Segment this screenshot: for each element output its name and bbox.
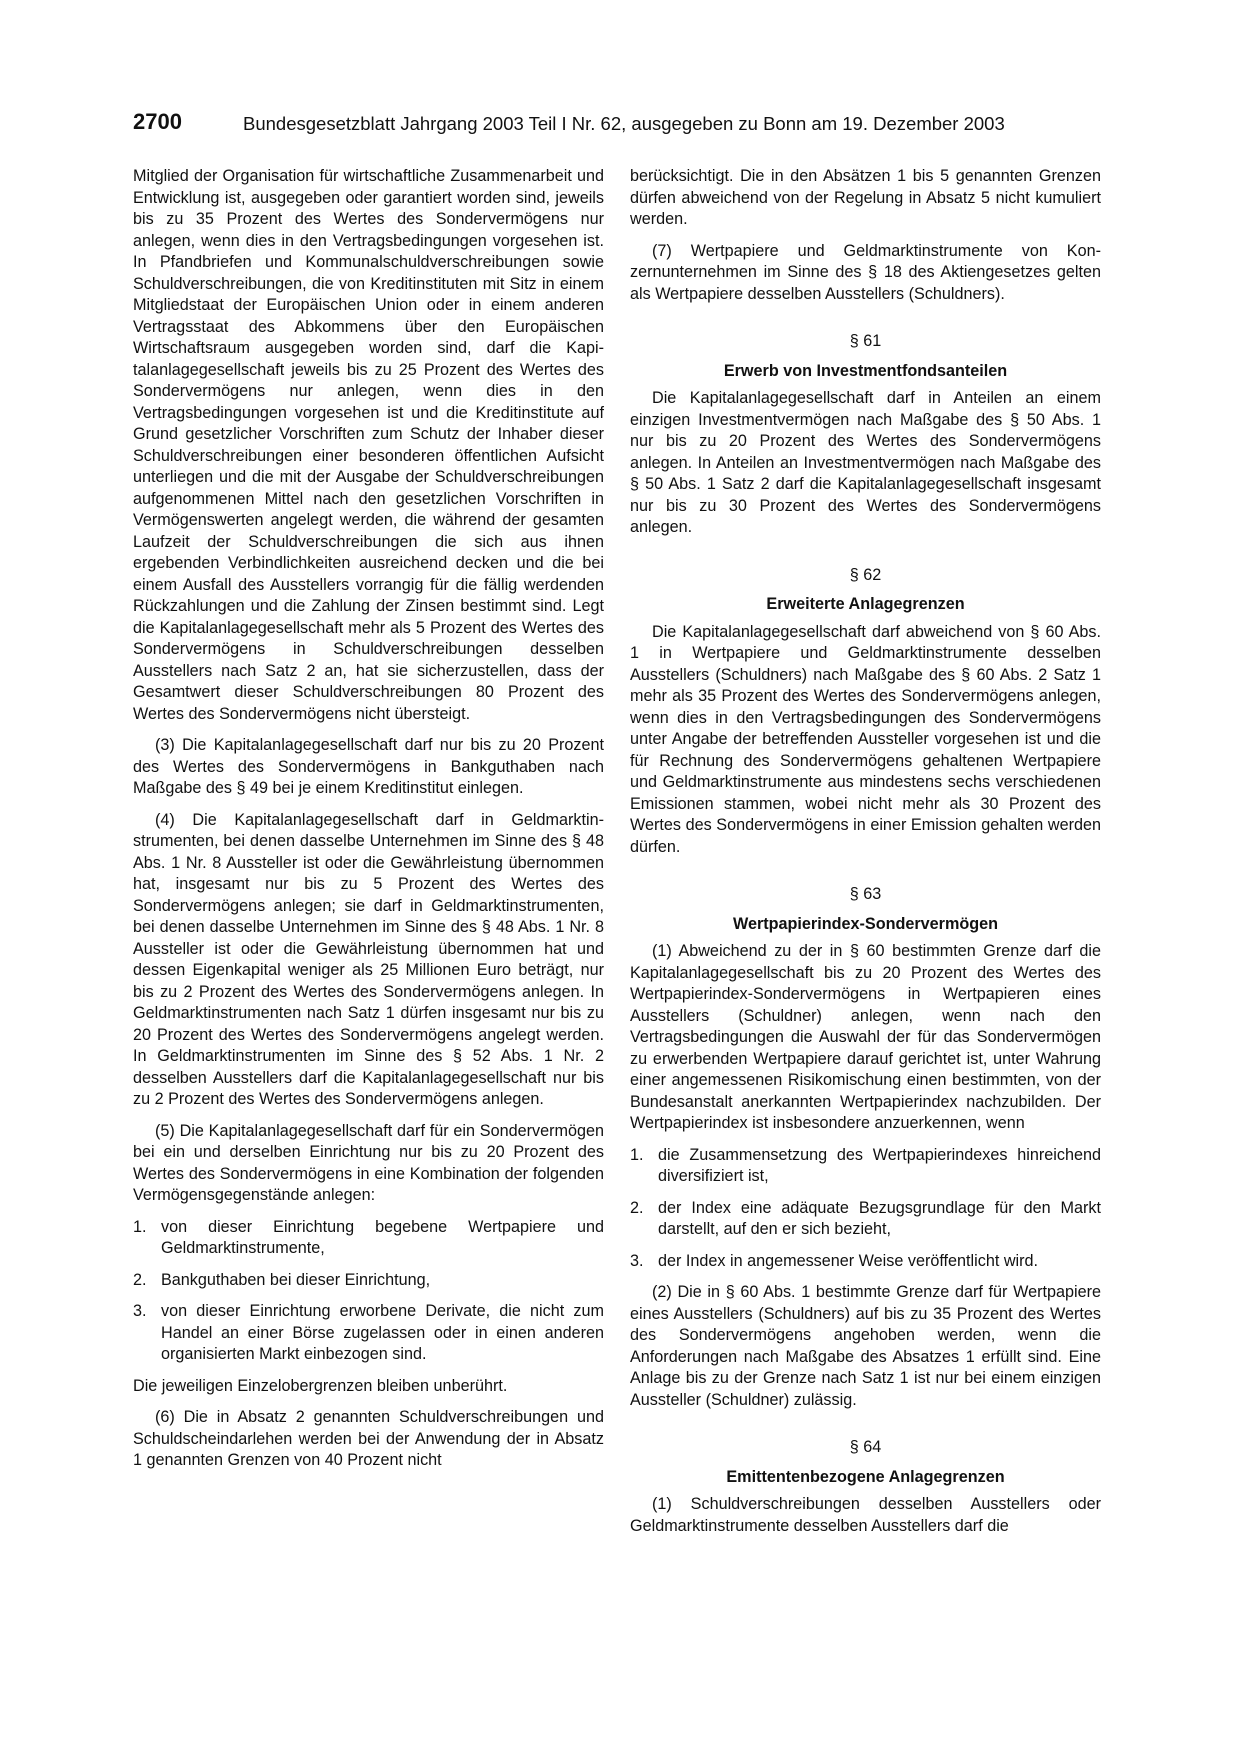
- section-62-text: Die Kapitalanlagegesellschaft darf abweichend von § 60 Abs. 1 in Wertpapiere und Geldmarktinstrumente desselben Ausstellers (Schuldners) nach Maßgabe des § 60 Abs. 2 Satz 1 mehr als 35 Prozent des Wertes des Sondervermögens anlegen, wenn dies in den Vertragsbedingungen des Sondervermögens unter Angabe der betreffenden Aussteller vorgesehen ist und die für Rechnung des Sondervermögens gehaltenen Wertpapiere und Geldmarktinstrumente aus mindestens sechs verschiedenen Emissionen stammen, wobei nicht mehr als 30 Prozent des Wertes des Sondervermögens in einer Emission gehalten werden dürfen.: [630, 622, 1101, 856]
- section-63-paragraph-1: (1) Abweichend zu der in § 60 bestimmten Grenze darf die Kapitalanlagegesellschaft bis zu 20 Prozent des Wertes des Wertpapierindex-Sondervermögens in Wertpapieren eines Ausstellers (Schuldner) anlegen, wenn nach den Vertragsbedingungen die Auswahl der für das Sondervermögen zu erwerbenden Wertpapiere darauf gerichtet ist, unter Wahrung einer angemessenen Risikomischung einen bestimmten, von der Bundesanstalt anerkannten Wertpapierindex nachzubilden. Der Wertpapierindex ist insbesondere anzuerkennen, wenn: [630, 942, 1101, 1132]
- section-number: § 61: [849, 332, 882, 350]
- paragraph-4: (4) Die Kapitalanlagegesellschaft darf in Geldmarktinstrumenten, bei denen dasselbe Unternehmen im Sinne des § 48 Abs. 1 Nr. 8 Aussteller ist oder die Gewährleistung übernommen hat, insgesamt nur bis zu 5 Prozent des Wertes des Sondervermögens anlegen; sie darf in Geldmarktinstrumenten, bei denen dasselbe Unternehmen im Sinne des § 48 Abs. 1 Nr. 8 Aussteller ist oder die Gewährleistung übernommen hat und dessen Eigenkapital weniger als 25 Millionen Euro beträgt, nur bis zu 2 Prozent des Wertes des Sondervermögens anlegen. In Geldmarktinstrumenten nach Satz 1 dürfen insgesamt nur bis zu 20 Prozent des Wertes des Sondervermögens angelegt werden. In Geldmarktinstrumenten im Sinne des § 52 Abs. 1 Nr. 2 desselben Ausstellers darf die Kapitalanlagegesellschaft nur bis zu 2 Prozent des Wertes des Sondervermögens anlegen.: [133, 810, 604, 1108]
- section-number: § 62: [849, 565, 882, 584]
- list-item: [630, 1251, 1101, 1273]
- list-item-number: 3.: [630, 1251, 644, 1270]
- section-63: [630, 884, 1101, 935]
- section-61: [630, 331, 1101, 382]
- paragraph-after-list: Die jeweiligen Einzelobergrenzen bleiben unberührt.: [133, 1376, 508, 1395]
- list-item-text: der Index in angemessener Weise veröffentlicht wird.: [658, 1251, 1039, 1270]
- list-item-text: der Index eine adäquate Bezugsgrundlage für den Markt darstellt, auf den er sich bezieht,: [658, 1198, 1101, 1238]
- header-title: Bundesgesetzblatt Jahrgang 2003 Teil I Nr. 62, ausgegeben zu Bonn am 19. Dezember 2003: [243, 113, 1005, 134]
- list-item-text: Bankguthaben bei dieser Einrichtung,: [161, 1270, 431, 1289]
- list-item-number: 1.: [133, 1217, 147, 1236]
- section-64-text: (1) Schuldverschreibungen desselben Ausstellers oder Geldmarktinstrumente desselben Ausstellers darf die: [630, 1495, 1101, 1535]
- section-number: § 64: [849, 1438, 882, 1456]
- section-title: Emittentenbezogene Anlagegrenzen: [726, 1467, 1005, 1486]
- paragraph-6-continuation: berücksichtigt. Die in den Absätzen 1 bis 5 genannten Grenzen dürfen abweichend von der Regelung in Absatz 5 nicht kumuliert werden.: [630, 167, 1101, 228]
- left-column: [133, 166, 604, 1482]
- section-64: [630, 1437, 1101, 1488]
- list-item-number: 3.: [133, 1302, 147, 1320]
- list-item: [630, 1145, 1101, 1188]
- paragraph-6: (6) Die in Absatz 2 genannten Schuldverschreibungen und Schuldscheindarlehen werden bei der Anwendung der in Absatz 1 genannten Grenzen von 40 Prozent nicht: [133, 1408, 604, 1469]
- section-title: Wertpapierindex-Sondervermögen: [732, 914, 999, 933]
- enumeration-list: [133, 1217, 604, 1366]
- list-item: [133, 1301, 604, 1366]
- section-title: Erweiterte Anlagegrenzen: [766, 595, 965, 613]
- right-column: [630, 166, 1101, 1547]
- paragraph-5: (5) Die Kapitalanlagegesellschaft darf für ein Sondervermögen bei ein und derselben Einrichtung nur bis zu 20 Prozent des Wertes des Sondervermögens in eine Kombination der folgenden Vermögensgegenstände anlegen:: [133, 1121, 604, 1204]
- section-62: [630, 565, 1101, 616]
- list-item-text: die Zusammensetzung des Wertpapierindexes hinreichend diversifiziert ist,: [658, 1145, 1101, 1185]
- list-item-number: 2.: [133, 1270, 147, 1289]
- list-item-text: von dieser Einrichtung erworbene Derivate, die nicht zum Handel an einer Börse zugelassen oder in einen anderen organisierten Markt einbezogen sind.: [161, 1302, 604, 1363]
- enumeration-list: [630, 1145, 1101, 1273]
- section-63-paragraph-2: (2) Die in § 60 Abs. 1 bestimmte Grenze darf für Wertpapiere eines Ausstellers (Schuldners) auf bis zu 35 Prozent des Wertes des Sondervermögens angehoben werden, wenn die Anforderungen nach Maßgabe des Absatzes 1 erfüllt sind. Eine Anlage bis zu der Grenze nach Satz 1 ist nur bei einem einzigen Aussteller (Schuldner) zulässig.: [630, 1283, 1101, 1409]
- page-number: 2700: [133, 109, 182, 134]
- paragraph-3: (3) Die Kapitalanlagegesellschaft darf nur bis zu 20 Prozent des Wertes des Sondervermögens in Bankguthaben nach Maßgabe des § 49 bei je einem Kreditinstitut einlegen.: [133, 736, 604, 797]
- list-item: [630, 1198, 1101, 1241]
- list-item-number: 2.: [630, 1198, 644, 1217]
- section-title: Erwerb von Investmentfondsanteilen: [723, 361, 1008, 380]
- list-item: [133, 1270, 604, 1292]
- paragraph-continuation: Mitglied der Organisation für wirtschaftliche Zusammenarbeit und Entwicklung ist, ausgegeben oder garantiert worden sind, jeweils bis zu 35 Prozent des Wertes des Sondervermögens nur anlegen, wenn dies in den Vertragsbedingungen vorgesehen ist. In Pfandbriefen und Kommunalschuldverschreibungen sowie Schuldverschreibungen, die von Kreditinstituten mit Sitz in einem Mitgliedstaat der Europäischen Union oder in einem anderen Vertragsstaat des Abkommens über den Europäischen Wirtschaftsraum ausgegeben worden sind, darf die Kapitalanlagegesellschaft jeweils bis zu 25 Prozent des Wertes des Sondervermögens nur anlegen, wenn dies in den Vertragsbedingungen vorgesehen ist und die Kreditinstitute auf Grund gesetzlicher Vorschriften zum Schutz der Inhaber dieser Schuldverschreibungen einer besonderen öffentlichen Aufsicht unterliegen und die mit der Ausgabe der Schuldverschreibungen aufgenommenen Mittel nach den gesetzlichen Vorschriften in Vermögenswerten angelegt werden, die während der gesamten Laufzeit der Schuldverschreibungen die sich aus ihnen ergebenden Verbindlichkeiten ausreichend decken und die bei einem Ausfall des Ausstellers vorrangig für die fällig werdenden Rückzahlungen und die Zahlung der Zinsen bestimmt sind. Legt die Kapitalanlagegesellschaft mehr als 5 Prozent des Wertes des Sondervermögens in Schuldverschreibungen desselben Ausstellers nach Satz 2 an, hat sie sicherzustellen, dass der Gesamtwert dieser Schuldverschreibungen 80 Prozent des Wertes des Sondervermögens nicht übersteigt.: [133, 167, 604, 723]
- list-item: [133, 1217, 604, 1260]
- paragraph-7: (7) Wertpapiere und Geldmarktinstrumente von Konzernunternehmen im Sinne des § 18 des Aktiengesetzes gelten als Wertpapiere desselben Ausstellers (Schuldners).: [630, 241, 1101, 303]
- list-item-text: von dieser Einrichtung begebene Wertpapiere und Geldmarktinstrumente,: [161, 1217, 604, 1257]
- section-61-text: Die Kapitalanlagegesellschaft darf in Anteilen an einem einzigen Investmentvermögen nach Maßgabe des § 50 Abs. 1 nur bis zu 20 Prozent des Wertes des Sondervermögens anlegen. In Anteilen an Investmentvermögen nach Maßgabe des § 50 Abs. 1 Satz 2 darf die Kapitalanlagegesellschaft insgesamt nur bis zu 30 Prozent des Wertes des Sondervermögens anlegen.: [630, 389, 1101, 536]
- list-item-number: 1.: [630, 1145, 644, 1164]
- section-number: § 63: [849, 885, 882, 903]
